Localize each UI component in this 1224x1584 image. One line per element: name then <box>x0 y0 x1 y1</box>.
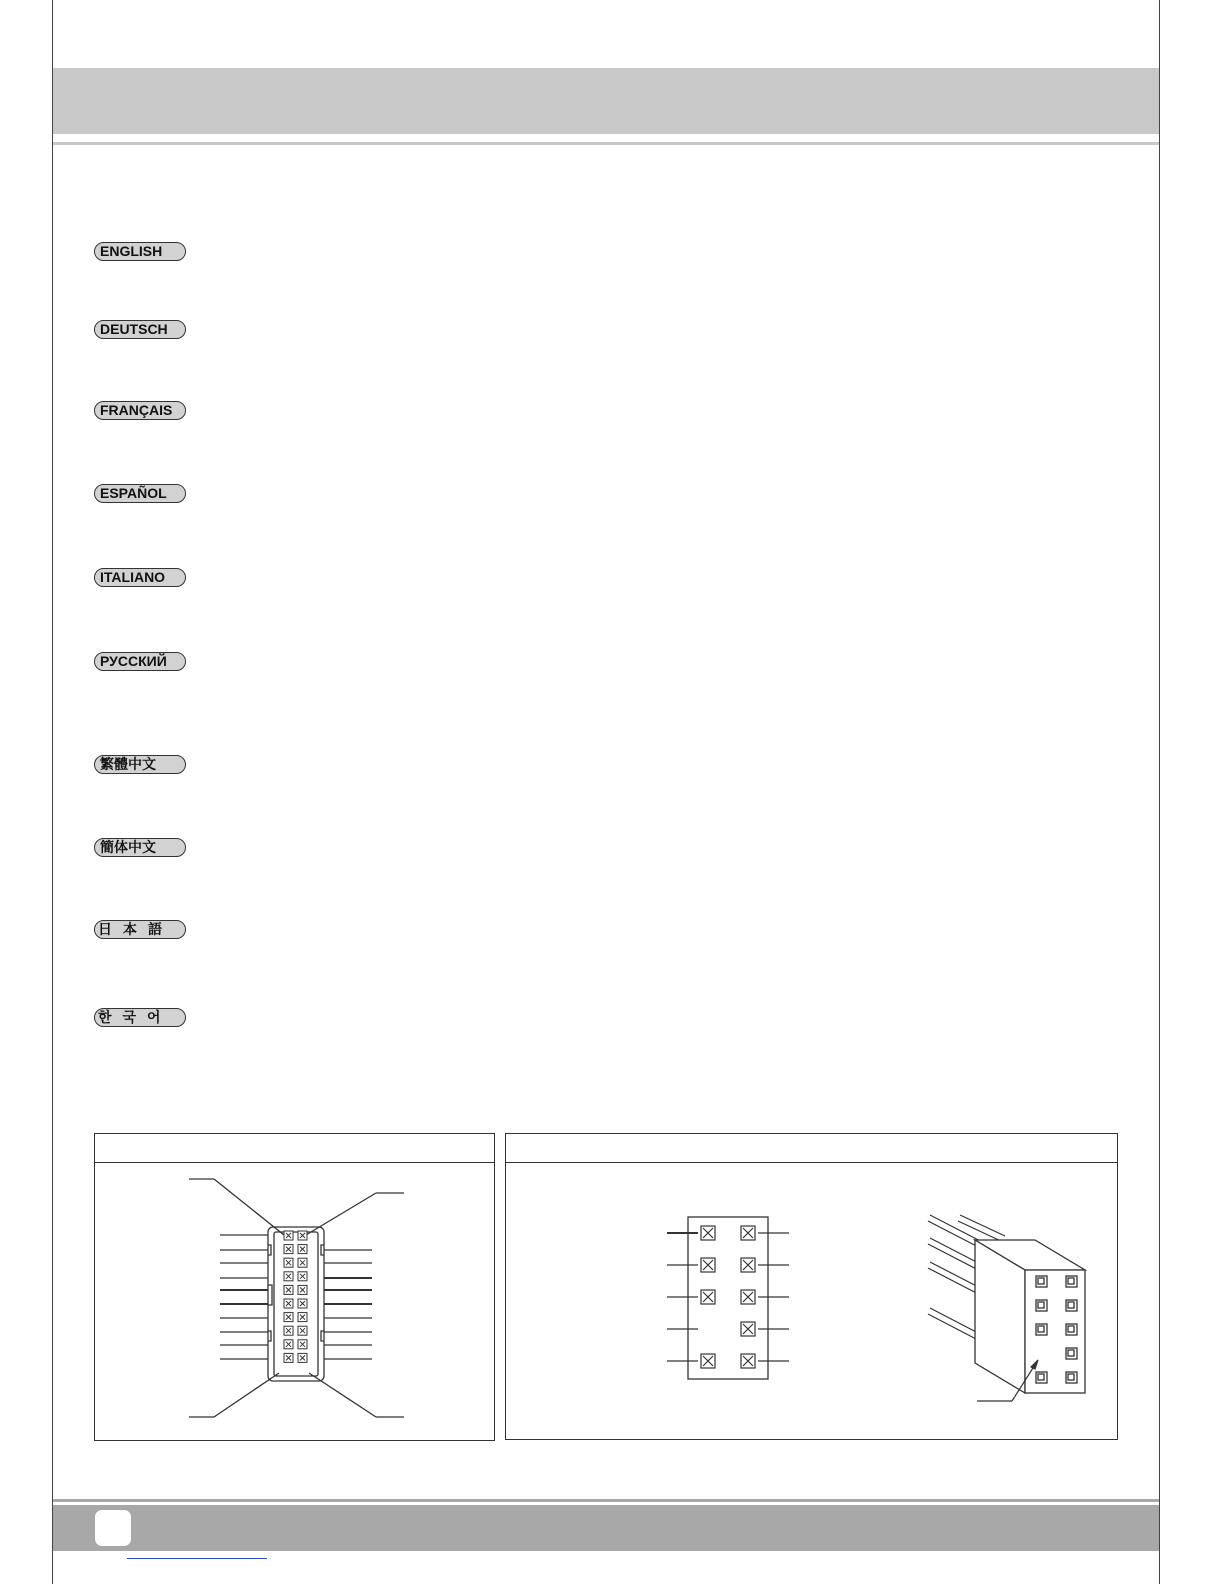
language-tab-traditional-chinese[interactable]: 繁體中文 <box>94 755 186 774</box>
socket-3d-right-4-hole <box>1068 1350 1074 1356</box>
language-tab-francais[interactable]: FRANÇAIS <box>94 401 186 420</box>
socket-3d-right-1-hole <box>1068 1278 1074 1284</box>
socket-3d-left-5-hole <box>1038 1374 1044 1380</box>
header-band <box>53 68 1159 134</box>
pin-header-10-3d-diagram <box>920 1210 1100 1410</box>
page-frame-left <box>52 0 53 1584</box>
language-tab-deutsch[interactable]: DEUTSCH <box>94 320 186 339</box>
language-tab-simplified-chinese[interactable]: 簡体中文 <box>94 838 186 857</box>
header-rule <box>53 142 1159 145</box>
footer-band <box>53 1505 1159 1551</box>
socket-3d-right-5-hole <box>1068 1374 1074 1380</box>
page-frame-right <box>1159 0 1160 1584</box>
socket-3d-left-1-hole <box>1038 1278 1044 1284</box>
language-tab-korean[interactable]: 한국어 <box>94 1008 186 1027</box>
socket-3d-right-2-hole <box>1068 1302 1074 1308</box>
pin-header-20-diagram <box>94 1133 495 1441</box>
footer-link-underline[interactable] <box>127 1558 267 1559</box>
socket-3d-left-2-hole <box>1038 1302 1044 1308</box>
socket-3d-left-3-hole <box>1038 1326 1044 1332</box>
footer-rule <box>53 1499 1159 1502</box>
language-tab-espanol[interactable]: ESPAÑOL <box>94 484 186 503</box>
language-tab-japanese[interactable]: 日本語 <box>94 920 186 939</box>
language-tab-english[interactable]: ENGLISH <box>94 242 186 261</box>
page-number-badge <box>95 1510 131 1546</box>
language-tab-russian[interactable]: РУССКИЙ <box>94 652 186 671</box>
language-tab-italiano[interactable]: ITALIANO <box>94 568 186 587</box>
socket-3d-right-3-hole <box>1068 1326 1074 1332</box>
